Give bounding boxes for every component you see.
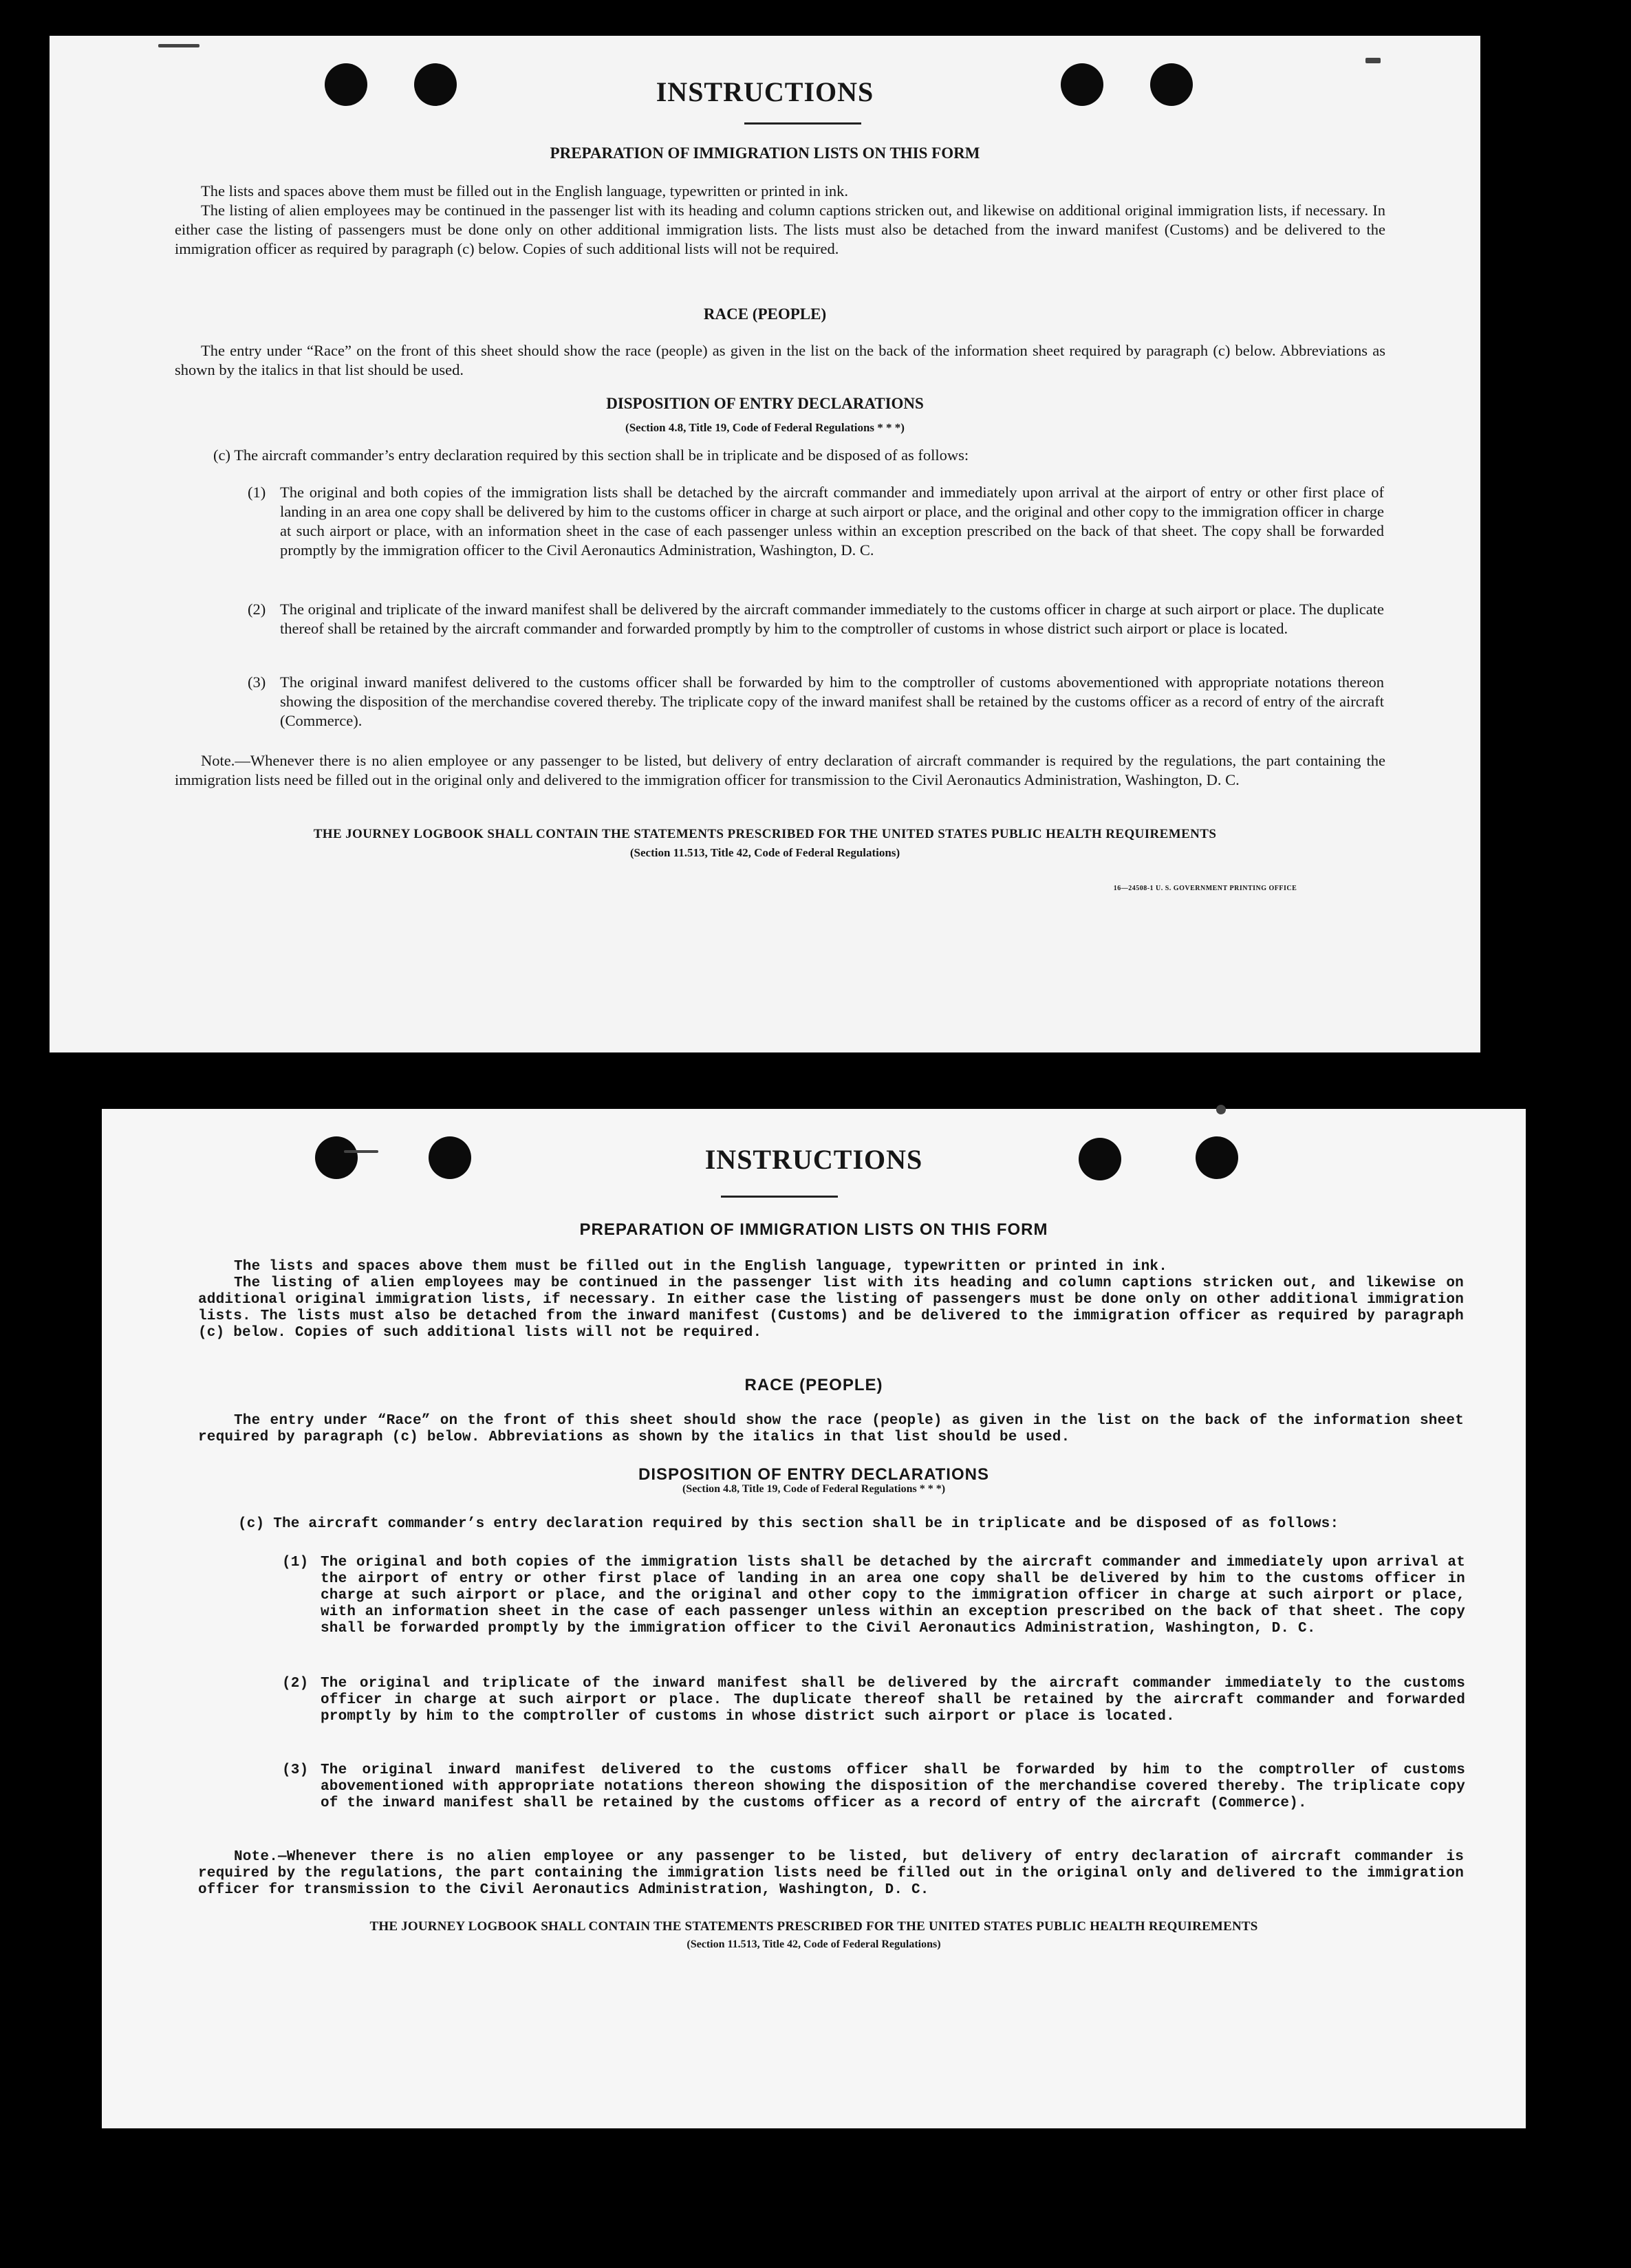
item-number: (2) bbox=[248, 601, 266, 618]
item-number: (1) bbox=[248, 484, 266, 501]
instruction-sheet-top bbox=[50, 36, 1480, 1052]
section-heading-disposition: DISPOSITION OF ENTRY DECLARATIONS bbox=[606, 395, 924, 412]
item-3-text: The original inward manifest delivered to the customs officer shall be forwarded by him to the comptroller of customs abovementioned with appropriate notations thereon showing the disposition of the merchandise covered thereby. The triplicate copy of the inward manifest shall be retained by the customs officer as a record of entry of the aircraft (Commerce). bbox=[321, 1762, 1465, 1811]
paragraph-alien-employees: The listing of alien employees may be continued in the passenger list with its heading and column captions stricken out, and likewise on additional original immigration lists, if necessary. In either case the listing of passengers must be done only on other additional immigration lists. The lists must also be detached from the inward manifest (Customs) and be delivered to the immigration officer as required by paragraph (c) below. Copies of such additional lists will not be required. bbox=[198, 1275, 1464, 1341]
paragraph-english-language: The lists and spaces above them must be filled out in the English language, typewritten or printed in ink. bbox=[234, 1259, 1168, 1275]
paragraph-race: The entry under “Race” on the front of this sheet should show the race (people) as given in the list on the back of the information sheet required by paragraph (c) below. Abbreviations as shown by the italics in that list should be used. bbox=[175, 342, 1385, 378]
item-number: (2) bbox=[282, 1676, 309, 1692]
section-heading-preparation: PREPARATION OF IMMIGRATION LISTS ON THIS FORM bbox=[579, 1220, 1048, 1239]
section-heading-disposition: DISPOSITION OF ENTRY DECLARATIONS bbox=[638, 1465, 989, 1484]
page-title: INSTRUCTIONS bbox=[656, 76, 874, 107]
section-heading-race: RACE (PEOPLE) bbox=[744, 1376, 883, 1394]
section-heading-preparation: PREPARATION OF IMMIGRATION LISTS ON THIS FORM bbox=[550, 144, 980, 162]
item-3-text: The original inward manifest delivered to the customs officer shall be forwarded by him to the comptroller of customs abovementioned with appropriate notations thereon showing the disposition of the merchandise covered thereby. The triplicate copy of the inward manifest shall be retained by the customs officer as a record of entry of the aircraft (Commerce). bbox=[280, 673, 1384, 729]
paragraph-c: (c) The aircraft commander’s entry declaration required by this section shall be in triplicate and be disposed of as follows: bbox=[213, 446, 969, 464]
paragraph-c: (c) The aircraft commander’s entry declaration required by this section shall be in triplicate and be disposed of as follows: bbox=[238, 1516, 1339, 1532]
logbook-citation: (Section 11.513, Title 42, Code of Federal Regulations) bbox=[687, 1938, 941, 1950]
instruction-sheet-bottom bbox=[102, 1109, 1526, 2128]
scan-mark bbox=[344, 1150, 378, 1153]
item-2-text: The original and triplicate of the inward manifest shall be delivered by the aircraft commander immediately to the customs officer in charge at such airport or place. The duplicate thereof shall be retained by the aircraft commander and forwarded promptly by him to the comptroller of customs in whose district such airport or place is located. bbox=[321, 1676, 1465, 1725]
paragraph-alien-employees: The listing of alien employees may be continued in the passenger list with its heading and column captions stricken out, and likewise on additional original immigration lists, if necessary. In either case the listing of passengers must be done only on other additional immigration lists. The lists must also be detached from the inward manifest (Customs) and be delivered to the immigration officer as required by paragraph (c) below. Copies of such additional lists will not be required. bbox=[175, 202, 1385, 257]
item-1-text: The original and both copies of the immigration lists shall be detached by the aircraft commander and immediately upon arrival at the airport of entry or other first place of landing in an area one copy shall be delivered by him to the customs officer in charge at such airport or place, and the original and other copy to the immigration officer in charge at such airport or place, with an information sheet in the case of each passenger unless within an exception prescribed on the back of that sheet. The copy shall be forwarded promptly by the immigration officer to the Civil Aeronautics Administration, Washington, D. C. bbox=[280, 484, 1384, 559]
title-underline bbox=[744, 122, 861, 125]
item-1-text: The original and both copies of the immigration lists shall be detached by the aircraft commander and immediately upon arrival at the airport of entry or other first place of landing in an area one copy shall be delivered by him to the customs officer in charge at such airport or place, and the original and other copy to the immigration officer in charge at such airport or place, with an information sheet in the case of each passenger unless within an exception prescribed on the back of that sheet. The copy shall be forwarded promptly by the immigration officer to the Civil Aeronautics Administration, Washington, D. C. bbox=[321, 1555, 1465, 1637]
paragraph-note: Note.—Whenever there is no alien employee or any passenger to be listed, but delivery of entry declaration of aircraft commander is required by the regulations, the part containing the immigration lists need be filled out in the original only and delivered to the immigration officer for transmission to the Civil Aeronautics Administration, Washington, D. C. bbox=[175, 752, 1385, 788]
item-number: (3) bbox=[282, 1762, 309, 1778]
paragraph-race: The entry under “Race” on the front of this sheet should show the race (people) as given in the list on the back of the information sheet required by paragraph (c) below. Abbreviations as shown by the italics in that list should be used. bbox=[198, 1413, 1464, 1445]
paragraph-note: Note.—Whenever there is no alien employee or any passenger to be listed, but delivery of entry declaration of aircraft commander is required by the regulations, the part containing the immigration lists need be filled out in the original only and delivered to the immigration officer for transmission to the Civil Aeronautics Administration, Washington, D. C. bbox=[198, 1849, 1464, 1898]
section-heading-race: RACE (PEOPLE) bbox=[703, 305, 827, 323]
item-number: (3) bbox=[248, 673, 266, 691]
scan-mark bbox=[1365, 58, 1381, 63]
paragraph-english-language: The lists and spaces above them must be filled out in the English language, typewritten or printed in ink. bbox=[201, 182, 849, 199]
logbook-citation: (Section 11.513, Title 42, Code of Federal Regulations) bbox=[629, 846, 900, 859]
logbook-notice: THE JOURNEY LOGBOOK SHALL CONTAIN THE STATEMENTS PRESCRIBED FOR THE UNITED STATES PUBLIC HEALTH REQUIREMENTS bbox=[313, 827, 1217, 841]
printer-imprint: 16—24508-1 U. S. GOVERNMENT PRINTING OFFICE bbox=[1113, 885, 1297, 892]
disposition-citation: (Section 4.8, Title 19, Code of Federal Regulations * * *) bbox=[682, 1483, 946, 1495]
item-2-text: The original and triplicate of the inward manifest shall be delivered by the aircraft commander immediately to the customs officer in charge at such airport or place. The duplicate thereof shall be retained by the aircraft commander and forwarded promptly by him to the comptroller of customs in whose district such airport or place is located. bbox=[280, 601, 1384, 637]
scan-mark bbox=[1216, 1105, 1226, 1114]
disposition-citation: (Section 4.8, Title 19, Code of Federal Regulations * * *) bbox=[625, 421, 905, 434]
page-title: INSTRUCTIONS bbox=[704, 1144, 923, 1175]
title-underline bbox=[721, 1196, 838, 1198]
scan-mark bbox=[158, 44, 199, 47]
item-number: (1) bbox=[282, 1555, 309, 1570]
logbook-notice: THE JOURNEY LOGBOOK SHALL CONTAIN THE STATEMENTS PRESCRIBED FOR THE UNITED STATES PUBLIC HEALTH REQUIREMENTS bbox=[369, 1919, 1258, 1934]
